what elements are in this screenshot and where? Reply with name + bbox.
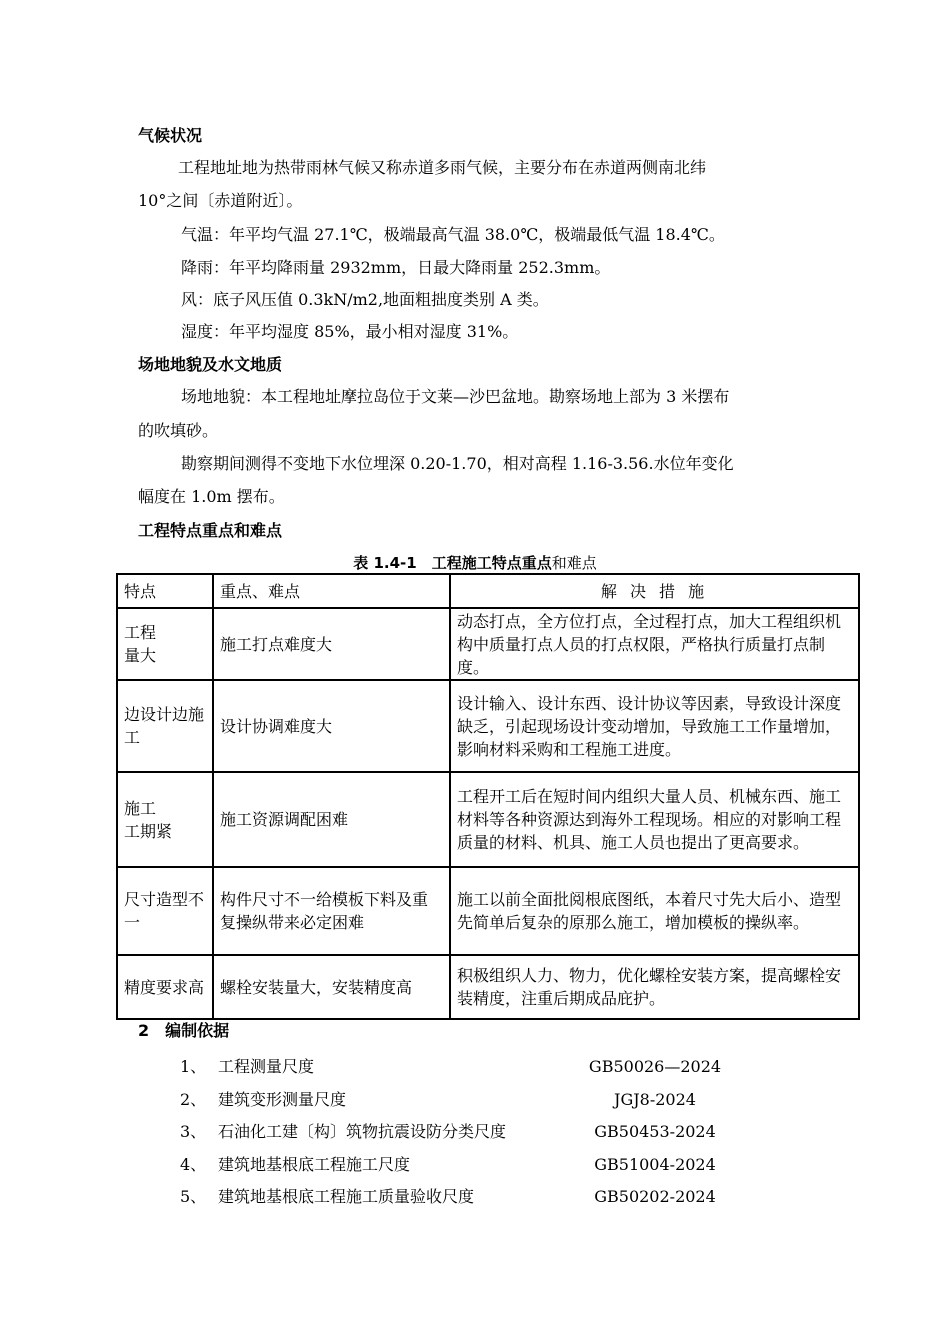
difficulty-cell: 构件尺寸不一给模板下料及重复操纵带来必定困难 — [213, 867, 450, 955]
humidity-line: 湿度：年平均湿度 85%，最小相对湿度 31%。 — [181, 322, 519, 341]
reference-number: 1、 — [180, 1057, 207, 1076]
reference-number: 2、 — [180, 1090, 207, 1109]
table-header-row — [117, 574, 859, 608]
feature-cell: 尺寸造型不一 — [117, 867, 213, 955]
reference-code: GB50202-2024 — [594, 1187, 716, 1206]
site-para2-line2: 幅度在 1.0m 摆布。 — [138, 487, 285, 506]
site-para1-line2: 的吹填砂。 — [138, 421, 219, 440]
reference-code: JGJ8-2024 — [614, 1090, 696, 1109]
solution-cell: 积极组织人力、物力，优化螺栓安装方案，提高螺栓安装精度，注重后期成品庇护。 — [450, 955, 859, 1019]
reference-name: 建筑地基根底工程施工尺度 — [218, 1155, 411, 1174]
table-row — [117, 680, 859, 772]
climate-para-line1: 工程地址地为热带雨林气候又称赤道多雨气候，主要分布在赤道两侧南北纬 — [178, 158, 707, 177]
difficulty-cell: 施工资源调配困难 — [213, 772, 450, 867]
solution-cell: 设计输入、设计东西、设计协议等因素，导致设计深度缺乏，引起现场设计变动增加，导致施工工作量增加，影响材料采购和工程施工进度。 — [450, 680, 859, 772]
difficulty-cell: 螺栓安装量大，安装精度高 — [213, 955, 450, 1019]
solution-cell: 动态打点，全方位打点，全过程打点，加大工程组织机构中质量打点人员的打点权限，严格执行质量打点制度。 — [450, 608, 859, 680]
wind-line: 风：底子风压值 0.3kN/m2,地面粗拙度类别 A 类。 — [181, 290, 549, 309]
rainfall-line: 降雨：年平均降雨量 2932mm，日最大降雨量 252.3mm。 — [181, 258, 611, 277]
solution-cell: 工程开工后在短时间内组织大量人员、机械东西、施工材料等各种资源达到海外工程现场。相应的对影响工程质量的材料、机具、施工人员也提出了更高要求。 — [450, 772, 859, 867]
reference-item — [0, 1154, 950, 1176]
header-difficulty: 重点、难点 — [213, 574, 450, 608]
reference-item — [0, 1186, 950, 1208]
reference-item — [0, 1056, 950, 1078]
reference-number: 3、 — [180, 1122, 207, 1141]
reference-item — [0, 1121, 950, 1143]
reference-name: 工程测量尺度 — [218, 1057, 315, 1076]
table-row — [117, 955, 859, 1019]
site-heading: 场地地貌及水文地质 — [138, 355, 283, 374]
reference-code: GB50453-2024 — [594, 1122, 716, 1141]
table-row — [117, 772, 859, 867]
site-para2-line1: 勘察期间测得不变地下水位埋深 0.20-1.70，相对高程 1.16-3.56.水位年变化 — [181, 454, 734, 473]
basis-heading: 2 编制依据 — [138, 1021, 230, 1040]
feature-cell: 边设计边施工 — [117, 680, 213, 772]
header-feature: 特点 — [117, 574, 213, 608]
reference-number: 5、 — [180, 1187, 207, 1206]
table-row — [117, 608, 859, 680]
table-caption — [0, 553, 950, 573]
feature-cell: 施工 工期紧 — [117, 772, 213, 867]
site-para1-line1: 场地地貌：本工程地址摩拉岛位于文莱—沙巴盆地。勘察场地上部为 3 米摆布 — [181, 387, 730, 406]
reference-code: GB50026—2024 — [588, 1057, 722, 1076]
difficulty-cell: 施工打点难度大 — [213, 608, 450, 680]
feature-cell: 精度要求高 — [117, 955, 213, 1019]
feature-cell: 工程 量大 — [117, 608, 213, 680]
climate-para-line2: 10°之间〔赤道附近〕。 — [138, 191, 303, 210]
features-heading: 工程特点重点和难点 — [138, 521, 283, 540]
reference-name: 建筑变形测量尺度 — [218, 1090, 347, 1109]
header-solution: 解 决 措 施 — [450, 574, 859, 608]
temperature-line: 气温：年平均气温 27.1℃，极端最高气温 38.0℃，极端最低气温 18.4℃。 — [181, 225, 725, 244]
reference-name: 石油化工建〔构〕筑物抗震设防分类尺度 — [218, 1122, 507, 1141]
features-table — [116, 573, 860, 1020]
climate-heading: 气候状况 — [138, 126, 203, 145]
reference-number: 4、 — [180, 1155, 207, 1174]
table-caption-label: 表 1.4-1 工程施工特点重点 — [353, 554, 552, 572]
table-row — [117, 867, 859, 955]
reference-code: GB51004-2024 — [594, 1155, 716, 1174]
reference-name: 建筑地基根底工程施工质量验收尺度 — [218, 1187, 475, 1206]
solution-cell: 施工以前全面批阅根底图纸，本着尺寸先大后小、造型先简单后复杂的原那么施工，增加模板的操纵率。 — [450, 867, 859, 955]
difficulty-cell: 设计协调难度大 — [213, 680, 450, 772]
table-caption-rest: 和难点 — [551, 554, 597, 572]
reference-item — [0, 1089, 950, 1111]
